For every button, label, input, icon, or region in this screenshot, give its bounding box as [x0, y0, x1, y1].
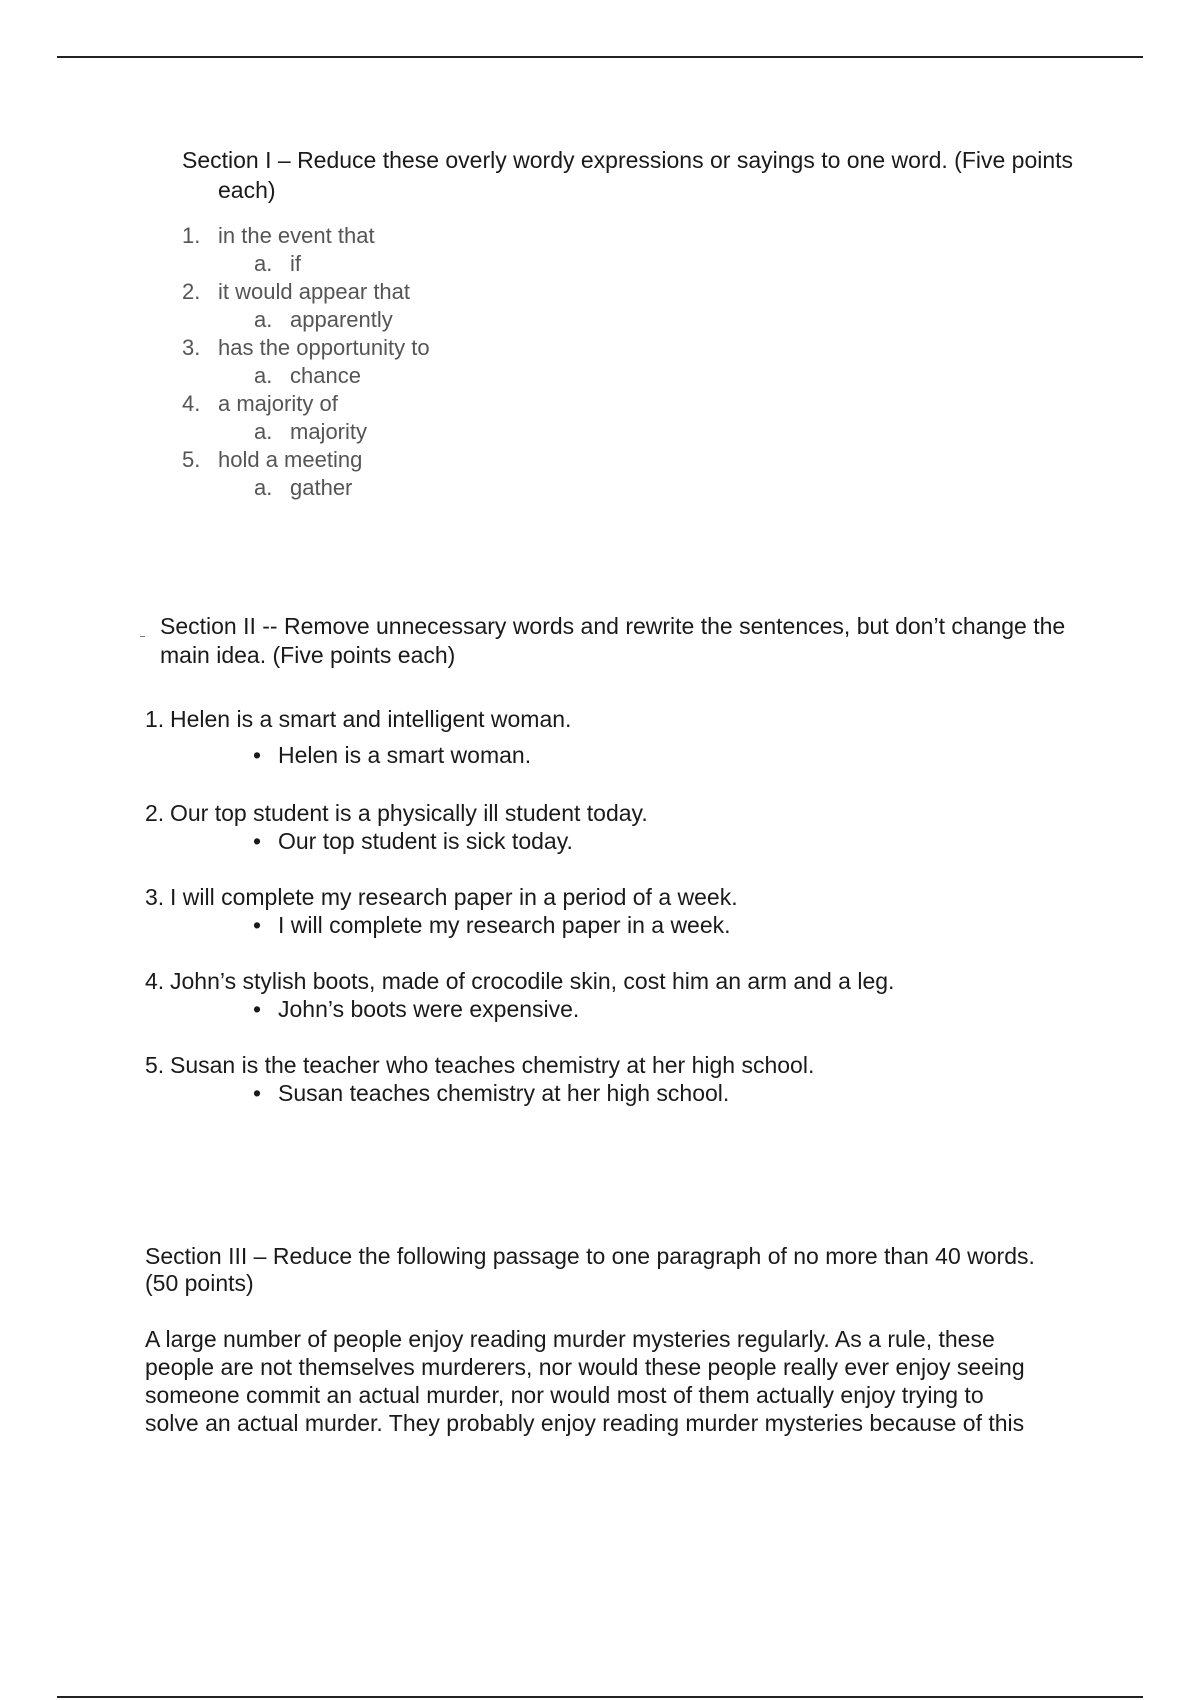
item-number: 5.: [145, 1052, 165, 1078]
answer-item: [182, 362, 782, 390]
item-number: 2.: [145, 800, 165, 826]
answer-item: [182, 474, 782, 502]
top-rule: [57, 56, 1143, 58]
section-3-heading-line: Section III – Reduce the following passage to one paragraph of no more than 40 words.: [145, 1243, 1035, 1269]
list-item: [182, 222, 782, 250]
expression-text: has the opportunity to: [218, 335, 430, 360]
answer-text: apparently: [290, 307, 393, 332]
expression-text: hold a meeting: [218, 447, 363, 472]
list-item: [145, 705, 1145, 769]
list-item: [182, 334, 782, 362]
bullet-icon: •: [253, 996, 262, 1022]
expression-text: it would appear that: [218, 279, 411, 304]
item-number: 4.: [145, 968, 165, 994]
passage-line: people are not themselves murderers, nor would these people really ever enjoy seeing: [145, 1354, 1025, 1380]
list-item: [182, 446, 782, 474]
item-number: 3.: [145, 884, 165, 910]
passage-line: A large number of people enjoy reading murder mysteries regularly. As a rule, these: [145, 1326, 995, 1352]
stray-mark: [140, 636, 145, 637]
section-3-points: (50 points): [145, 1270, 254, 1296]
list-item: [182, 278, 782, 306]
sentence-text: John’s stylish boots, made of crocodile skin, cost him an arm and a leg.: [170, 968, 895, 994]
sentence-text: Helen is a smart and intelligent woman.: [170, 706, 572, 732]
answer-item: [182, 418, 782, 446]
bottom-rule: [57, 1696, 1143, 1698]
answer-letter: a.: [254, 363, 273, 388]
passage-line: someone commit an actual murder, nor would most of them actually enjoy trying to: [145, 1382, 984, 1408]
sentence-text: I will complete my research paper in a period of a week.: [170, 884, 738, 910]
passage-paragraph: [145, 1325, 1085, 1437]
bullet-icon: •: [253, 742, 262, 768]
expression-text: in the event that: [218, 223, 375, 248]
passage-line: solve an actual murder. They probably enjoy reading murder mysteries because of this: [145, 1410, 1025, 1436]
answer-text: chance: [290, 363, 361, 388]
list-item: [182, 390, 782, 418]
item-number: 1.: [145, 706, 165, 732]
answer-letter: a.: [254, 475, 273, 500]
answer-letter: a.: [254, 251, 273, 276]
answer-text: gather: [290, 475, 353, 500]
item-number: 5.: [182, 447, 201, 472]
bullet-icon: •: [253, 1080, 262, 1106]
answer-text: I will complete my research paper in a week.: [278, 912, 731, 938]
item-number: 1.: [182, 223, 201, 248]
sentence-text: Susan is the teacher who teaches chemistry at her high school.: [170, 1052, 815, 1078]
bullet-icon: •: [253, 912, 262, 938]
list-item: [145, 1051, 1145, 1107]
list-item: [145, 883, 1145, 939]
answer-item: [182, 250, 782, 278]
section-2-heading: Section II -- Remove unnecessary words and rewrite the sentences, but don’t change the main idea. (Five points each): [160, 613, 1066, 668]
list-item: [145, 799, 1145, 855]
expression-text: a majority of: [218, 391, 338, 416]
answer-item: [182, 306, 782, 334]
section-1-list: [182, 222, 782, 502]
answer-text: Susan teaches chemistry at her high school.: [278, 1080, 730, 1106]
answer-text: majority: [290, 419, 368, 444]
section-3-heading: [145, 1243, 1095, 1297]
section-1-heading: Section I – Reduce these overly wordy expressions or sayings to one word. (Five points each): [182, 147, 1074, 203]
answer-text: if: [290, 251, 301, 276]
answer-letter: a.: [254, 419, 273, 444]
answer-text: Our top student is sick today.: [278, 828, 573, 854]
answer-letter: a.: [254, 307, 273, 332]
bullet-icon: •: [253, 828, 262, 854]
list-item: [145, 967, 1145, 1023]
sentence-text: Our top student is a physically ill student today.: [170, 800, 648, 826]
item-number: 3.: [182, 335, 201, 360]
answer-text: John’s boots were expensive.: [278, 996, 580, 1022]
item-number: 4.: [182, 391, 201, 416]
item-number: 2.: [182, 279, 201, 304]
answer-text: Helen is a smart woman.: [278, 742, 532, 768]
